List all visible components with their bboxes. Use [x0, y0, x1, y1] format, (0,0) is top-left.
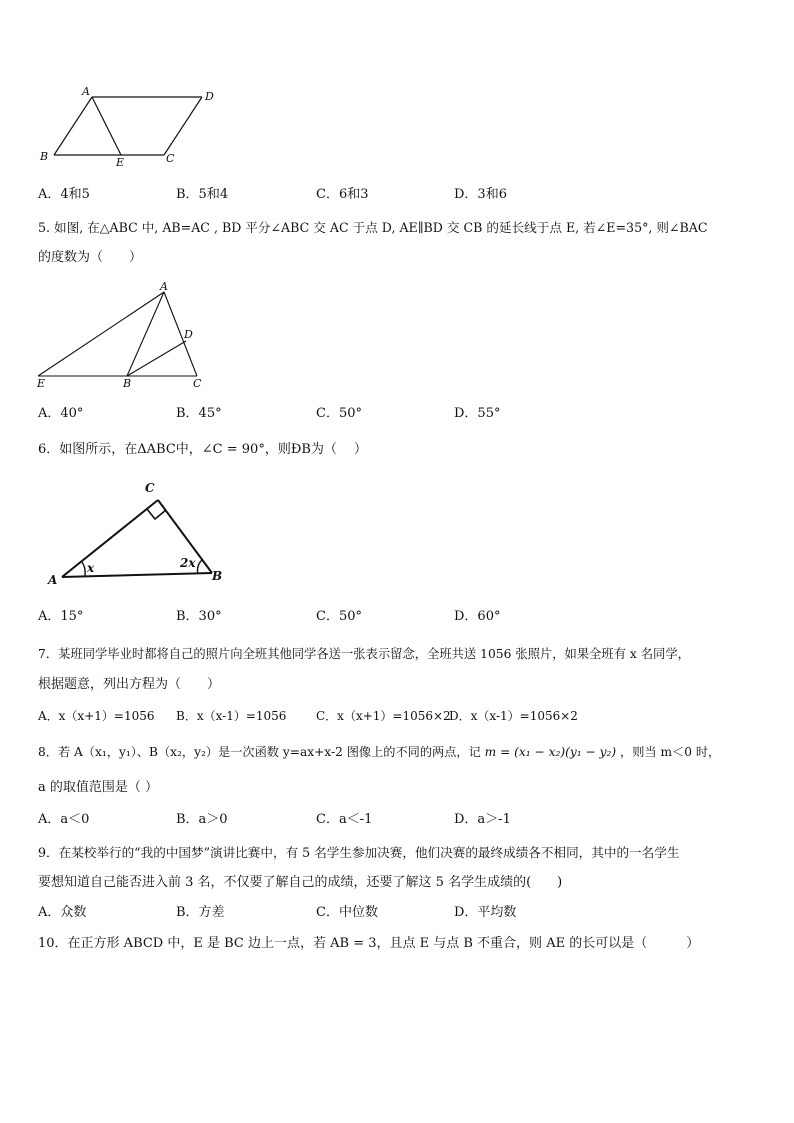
q6-option-b: B．30°	[176, 609, 222, 624]
q4-option-c: C．6和3	[316, 187, 369, 202]
q7-option-b: B．x（x-1）=1056	[176, 709, 287, 723]
parallelogram-figure	[36, 86, 222, 168]
q9-option-c: C．中位数	[316, 905, 378, 920]
q6-stem: 6．如图所示，在ΔABC中，∠C = 90°，则ÐB为（ ）	[38, 442, 368, 457]
label-b: B	[123, 377, 132, 390]
q9-stem-line1: 9．在某校举行的“我的中国梦”演讲比赛中，有 5 名学生参加决赛，他们决赛的最终成绩各不相同，其中的一名学生	[38, 845, 680, 860]
q6-option-d: D．60°	[454, 609, 501, 624]
angle-arc-b	[198, 560, 203, 574]
q5-option-c: C．50°	[316, 406, 362, 421]
q5-stem-line1: 5. 如图, 在△ABC 中, AB=AC , BD 平分∠ABC 交 AC 于点 D, AE∥BD 交 CB 的延长线于点 E, 若∠E=35°, 则∠BAC	[38, 220, 708, 235]
label-e: E	[37, 377, 46, 390]
q7-stem-line2: 根据题意，列出方程为（ ）	[38, 677, 221, 692]
right-triangle-figure-q6	[40, 476, 230, 588]
right-angle-mark	[147, 509, 166, 519]
q7-stem-line1: 7．某班同学毕业时都将自己的照片向全班其他同学各送一张表示留念，全班共送 1056 张照片，如果全班有 x 名同学，	[38, 647, 690, 661]
q8-stem-suffix: ，则当 m＜0 时，	[620, 745, 721, 759]
q8-option-b: B．a＞0	[176, 812, 228, 827]
q4-option-d: D．3和6	[454, 187, 507, 202]
q8-option-d: D．a＞-1	[454, 812, 511, 827]
q6-option-a: A．15°	[38, 609, 84, 624]
q4-option-a: A．4和5	[38, 187, 90, 202]
label-c: C	[145, 481, 155, 495]
q5-option-d: D．55°	[454, 406, 501, 421]
label-c: C	[166, 152, 175, 165]
q7-option-a: A．x（x+1）=1056	[38, 709, 155, 723]
label-b: B	[40, 150, 49, 163]
q5-option-b: B．45°	[176, 406, 222, 421]
label-a: A	[82, 86, 90, 98]
q7-option-d: D．x（x-1）=1056×2	[449, 709, 578, 723]
label-d: D	[205, 90, 214, 103]
q9-option-a: A．众数	[38, 905, 87, 920]
label-e: E	[116, 156, 125, 168]
label-d: D	[184, 328, 193, 341]
q8-option-a: A．a＜0	[38, 812, 90, 827]
q8-stem-prefix: 8．若 A（x₁，y₁）、B（x₂，y₂）是一次函数 y=ax+x-2 图像上的不同的两点，记	[38, 745, 481, 759]
label-a: A	[48, 573, 58, 587]
q9-option-d: D．平均数	[454, 905, 517, 920]
segment-ae	[92, 97, 121, 155]
q9-option-b: B．方差	[176, 905, 225, 920]
label-x: x	[87, 561, 95, 575]
q9-stem-line2: 要想知道自己能否进入前 3 名，不仅要了解自己的成绩，还要了解这 5 名学生成绩的( )	[38, 875, 563, 890]
label-a: A	[160, 280, 168, 293]
q4-option-b: B．5和4	[176, 187, 229, 202]
q8-option-c: C．a＜-1	[316, 812, 373, 827]
q5-stem-line2: 的度数为（ ）	[38, 250, 143, 265]
segment-ab	[54, 97, 92, 155]
q5-option-a: A．40°	[38, 406, 84, 421]
triangle-figure-q5	[34, 280, 204, 390]
segment-bd	[127, 341, 186, 376]
q8-stem-line2: a 的取值范围是（ ）	[38, 780, 159, 795]
q6-option-c: C．50°	[316, 609, 362, 624]
q10-stem: 10．在正方形 ABCD 中，E 是 BC 边上一点，若 AB = 3，且点 E 与点 B 不重合，则 AE 的长可以是（ ）	[38, 936, 700, 951]
q7-option-c: C．x（x+1）=1056×2	[316, 709, 451, 723]
label-b: B	[212, 569, 223, 583]
segment-dc	[164, 97, 202, 155]
segment-ac	[62, 500, 158, 577]
label-2x: 2x	[180, 556, 196, 570]
q8-stem-line1	[38, 744, 720, 760]
angle-arc-a	[82, 562, 85, 576]
q8-formula: m = (x₁ − x₂)(y₁ − y₂)	[484, 745, 617, 759]
label-c: C	[193, 377, 202, 390]
